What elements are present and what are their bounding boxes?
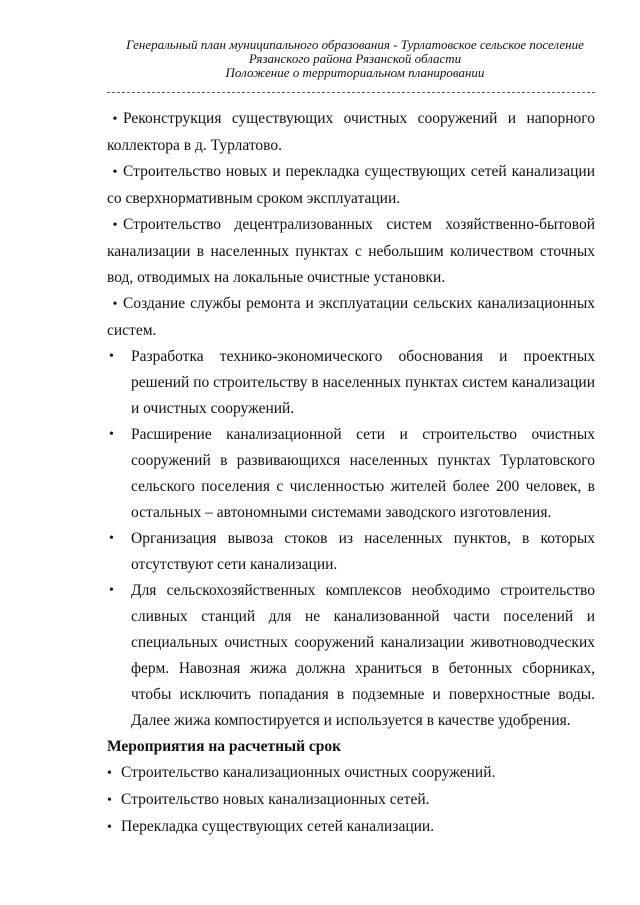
list-item-text: Расширение канализационной сети и строительство очистных сооружений в развивающихся населенных пунктах Турлатовского сельского поселения с численностью жителей более 200 человек, в остальных – автономными системами заводского изготовления. — [131, 426, 595, 521]
header-line-1: Генеральный план муниципального образования - Турлатовское сельское поселение — [126, 37, 584, 52]
section-heading: Мероприятия на расчетный срок — [107, 738, 342, 755]
bullet-icon: • — [109, 427, 114, 442]
header-line-2: Рязанского района Рязанской области — [248, 51, 462, 66]
bullet-icon: • — [109, 531, 114, 546]
list-item — [107, 526, 595, 578]
list-item-text: Организация вывоза стоков из населенных пунктов, в которых отсутствуют сети канализации. — [131, 530, 595, 573]
header-divider — [107, 92, 595, 93]
list-item — [107, 814, 595, 841]
page-header — [100, 38, 610, 80]
bullet-icon: • — [112, 297, 118, 312]
list-item — [107, 760, 595, 787]
list-item — [107, 787, 595, 814]
list-item-text: Для сельскохозяйственных комплексов необходимо строительство сливных станций для не канализованной части поселений и специальных очистных сооружений канализации животноводческих ферм. Навозная жижа должна храниться в бетонных сборниках, чтобы исключить попадания в подземные и поверхностные воды. Далее жижа компостируется и используется в качестве удобрения. — [131, 582, 595, 729]
list-item — [107, 106, 595, 159]
bullet-icon: • — [107, 793, 112, 808]
bullet-icon: • — [109, 349, 114, 364]
list-item-text: Строительство новых и перекладка существующих сетей канализации со сверхнормативным сроком эксплуатации. — [107, 163, 595, 207]
list-item-text: Строительство новых канализационных сетей. — [121, 791, 430, 808]
list-item-text: Строительство канализационных очистных сооружений. — [121, 764, 496, 781]
list-item-text: Строительство децентрализованных систем хозяйственно-бытовой канализации в населенных пунктах с небольшим количеством сточных вод, отводимых на локальные очистные установки. — [107, 216, 595, 286]
bullet-icon: • — [112, 112, 118, 127]
list-item-text: Создание службы ремонта и эксплуатации сельских канализационных систем. — [107, 295, 595, 339]
list-item — [107, 578, 595, 734]
list-item — [107, 212, 595, 291]
bullet-icon: • — [107, 766, 112, 781]
header-line-3: Положение о территориальном планировании — [225, 65, 485, 80]
bullet-icon: • — [109, 583, 114, 598]
bullet-icon: • — [107, 820, 112, 835]
list-item-text: Разработка технико-экономического обоснования и проектных решений по строительству в населенных пунктах систем канализации и очистных сооружений. — [131, 348, 595, 417]
list-item — [107, 291, 595, 344]
list-item-text: Перекладка существующих сетей канализации. — [121, 818, 435, 835]
document-body — [107, 106, 595, 841]
bullet-icon: • — [112, 218, 118, 233]
list-item — [107, 344, 595, 422]
bullet-icon: • — [112, 165, 118, 180]
list-item — [107, 422, 595, 526]
list-item-text: Реконструкция существующих очистных сооружений и напорного коллектора в д. Турлатово. — [107, 110, 595, 154]
list-item — [107, 159, 595, 212]
